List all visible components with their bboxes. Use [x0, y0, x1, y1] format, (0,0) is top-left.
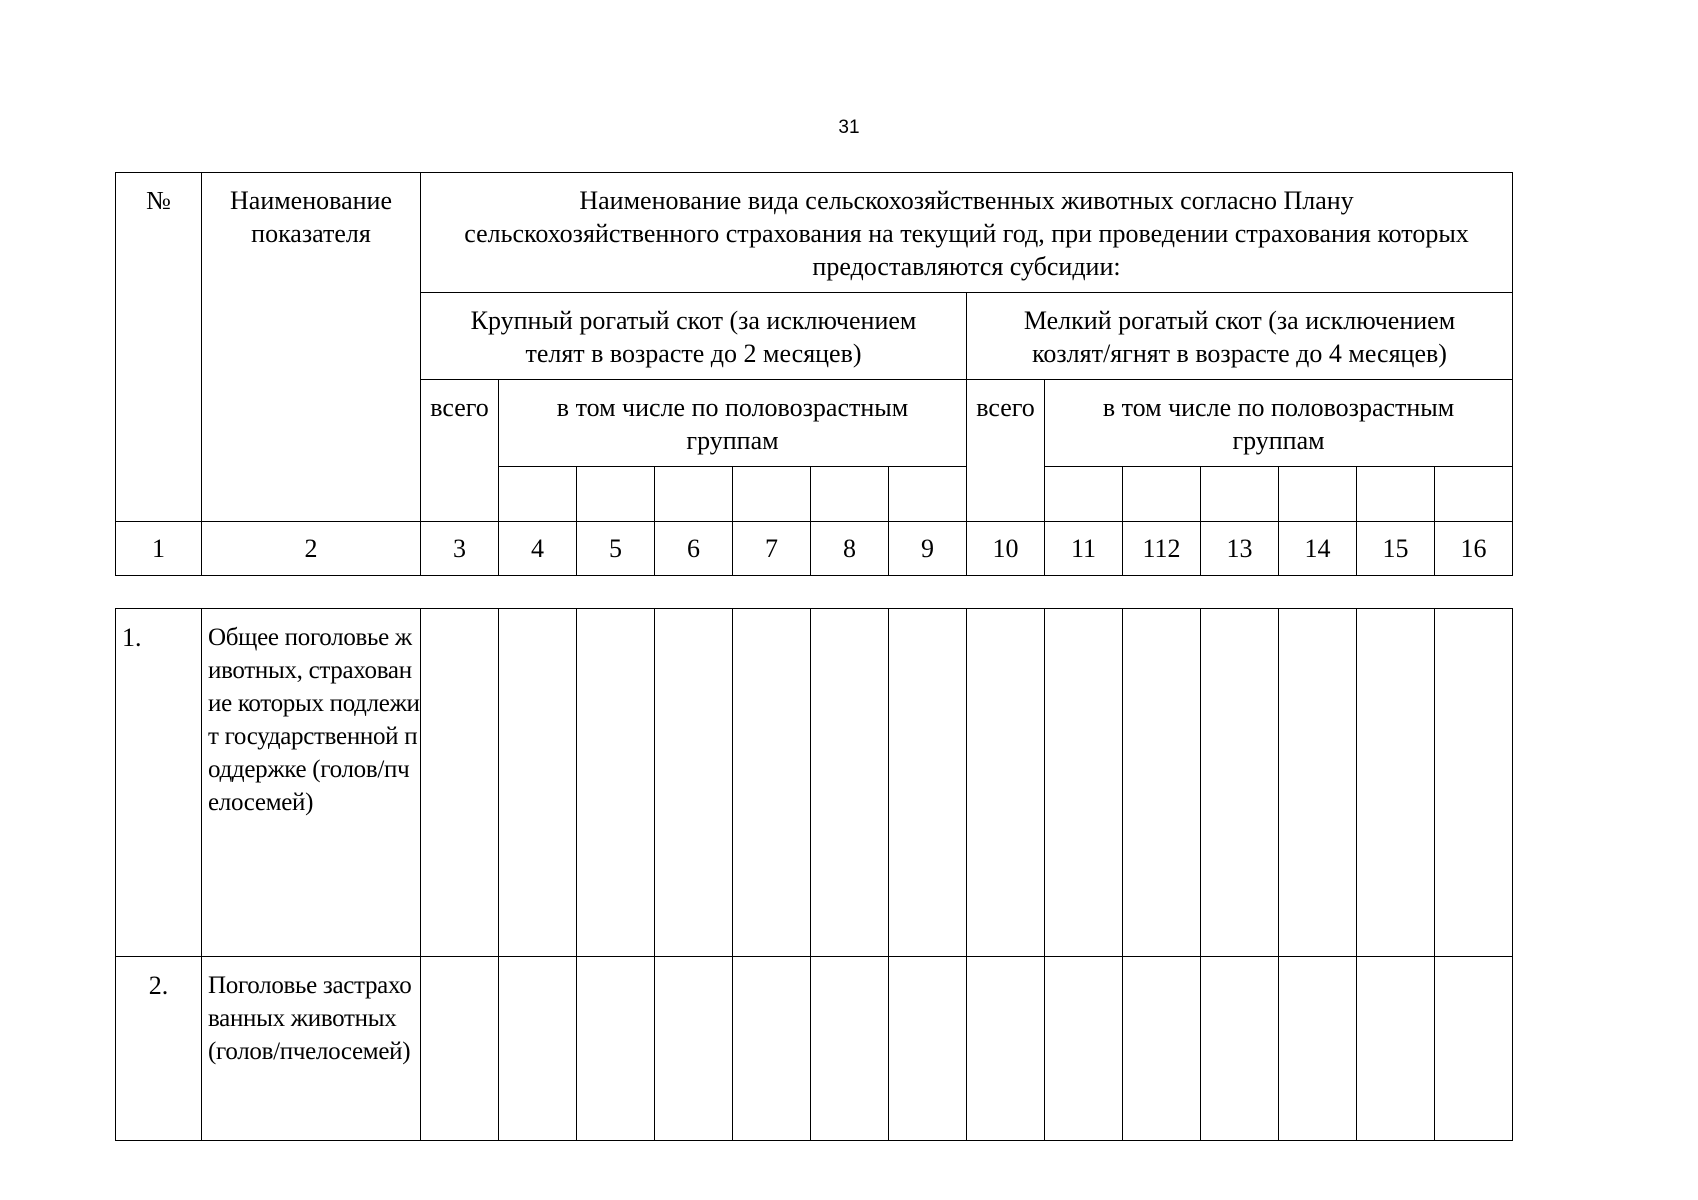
data-cell[interactable] — [1357, 957, 1435, 1141]
header-table — [115, 172, 1513, 576]
data-cell[interactable] — [577, 609, 655, 957]
data-cell[interactable] — [1357, 609, 1435, 957]
page-number: 31 — [838, 117, 860, 138]
column-number: 14 — [1279, 522, 1357, 576]
header-subgroup-cell — [811, 467, 889, 522]
data-cell[interactable] — [655, 609, 733, 957]
row-indicator: Общее поголовье животных, страхование которых подлежит государственной поддержке (голов/пчелосемей) — [202, 609, 421, 957]
header-small-subgroups: в том числе по половозрастным группам — [1045, 380, 1513, 467]
table-row — [116, 609, 1513, 957]
data-cell[interactable] — [811, 609, 889, 957]
header-subgroup-cell — [1123, 467, 1201, 522]
data-cell[interactable] — [967, 609, 1045, 957]
row-number: 1. — [116, 609, 202, 957]
data-table — [115, 608, 1513, 1141]
row-indicator: Поголовье застрахованных животных (голов/пчелосемей) — [202, 957, 421, 1141]
column-number: 8 — [811, 522, 889, 576]
data-cell[interactable] — [889, 957, 967, 1141]
column-number: 11 — [1045, 522, 1123, 576]
data-cell[interactable] — [1435, 957, 1513, 1141]
column-number: 6 — [655, 522, 733, 576]
header-subgroup-cell — [577, 467, 655, 522]
column-number: 16 — [1435, 522, 1513, 576]
data-cell[interactable] — [499, 609, 577, 957]
data-cell[interactable] — [421, 609, 499, 957]
header-subgroup-cell — [1435, 467, 1513, 522]
data-cell[interactable] — [1123, 957, 1201, 1141]
data-cell[interactable] — [1435, 609, 1513, 957]
column-number: 15 — [1357, 522, 1435, 576]
data-cell[interactable] — [1045, 957, 1123, 1141]
table-row — [116, 957, 1513, 1141]
header-subgroup-cell — [889, 467, 967, 522]
data-cell[interactable] — [1279, 957, 1357, 1141]
column-number: 112 — [1123, 522, 1201, 576]
data-cell[interactable] — [1201, 957, 1279, 1141]
header-cattle-total: всего — [421, 380, 499, 522]
header-animals-cell: Наименование вида сельскохозяйственных животных согласно Плану сельскохозяйственного страхования на текущий год, при проведении страхования которых предоставляются субсидии: — [421, 173, 1513, 293]
data-cell[interactable] — [421, 957, 499, 1141]
data-cell[interactable] — [499, 957, 577, 1141]
data-cell[interactable] — [655, 957, 733, 1141]
column-number: 2 — [202, 522, 421, 576]
column-number: 13 — [1201, 522, 1279, 576]
data-cell[interactable] — [733, 957, 811, 1141]
header-small-total: всего — [967, 380, 1045, 522]
data-cell[interactable] — [1279, 609, 1357, 957]
header-subgroup-cell — [1201, 467, 1279, 522]
column-number: 1 — [116, 522, 202, 576]
column-number: 7 — [733, 522, 811, 576]
column-number: 9 — [889, 522, 967, 576]
header-indicator-cell: Наименование показателя — [202, 173, 421, 522]
header-subgroup-cell — [1279, 467, 1357, 522]
column-number: 4 — [499, 522, 577, 576]
header-subgroup-cell — [733, 467, 811, 522]
row-number: 2. — [116, 957, 202, 1141]
data-cell[interactable] — [889, 609, 967, 957]
data-cell[interactable] — [733, 609, 811, 957]
header-subgroup-cell — [655, 467, 733, 522]
data-cell[interactable] — [1123, 609, 1201, 957]
column-number: 10 — [967, 522, 1045, 576]
header-cattle-subgroups: в том числе по половозрастным группам — [499, 380, 967, 467]
data-cell[interactable] — [967, 957, 1045, 1141]
data-cell[interactable] — [577, 957, 655, 1141]
column-number: 5 — [577, 522, 655, 576]
header-number-cell: № — [116, 173, 202, 522]
data-cell[interactable] — [1201, 609, 1279, 957]
header-subgroup-cell — [1045, 467, 1123, 522]
column-number: 3 — [421, 522, 499, 576]
header-cattle-group: Крупный рогатый скот (за исключением телят в возрасте до 2 месяцев) — [421, 293, 967, 380]
data-cell[interactable] — [1045, 609, 1123, 957]
header-subgroup-cell — [1357, 467, 1435, 522]
header-small-cattle-group: Мелкий рогатый скот (за исключением козлят/ягнят в возрасте до 4 месяцев) — [967, 293, 1513, 380]
data-cell[interactable] — [811, 957, 889, 1141]
header-subgroup-cell — [499, 467, 577, 522]
